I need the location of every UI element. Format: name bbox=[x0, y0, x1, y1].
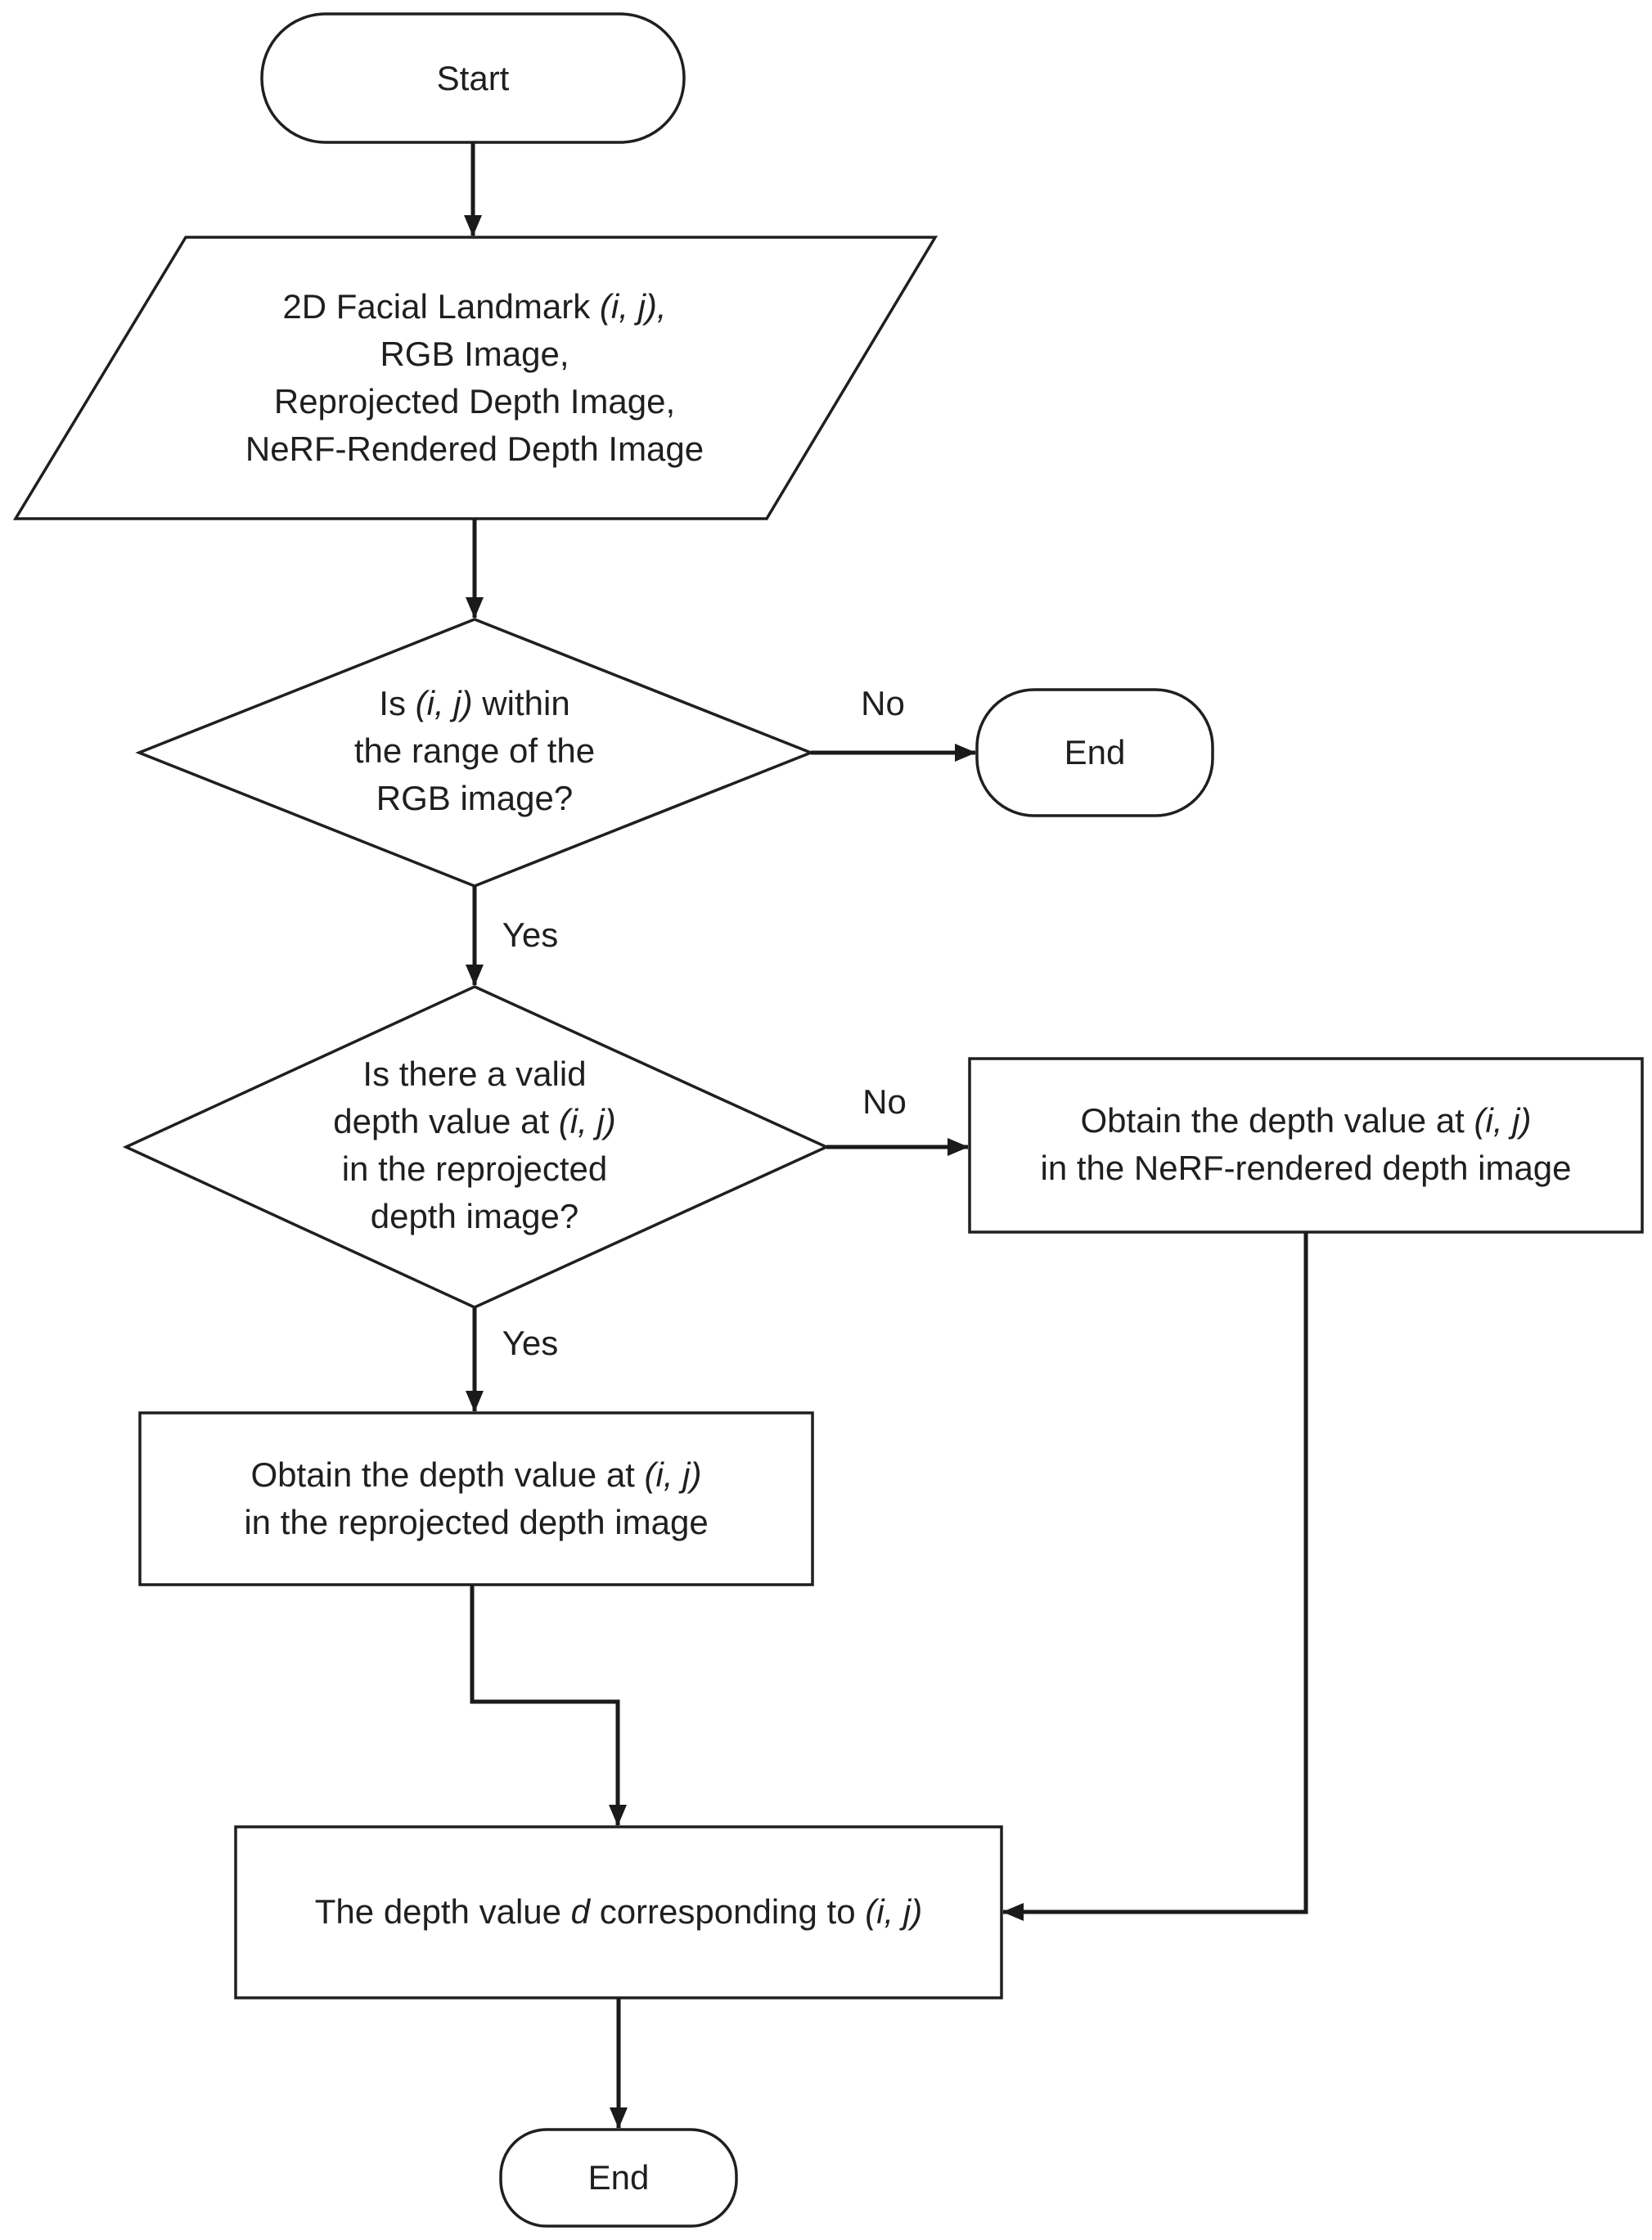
decision1-text bbox=[354, 680, 595, 822]
end-bottom-label: End bbox=[587, 2158, 650, 2197]
input-line-1-pre: 2D Facial Landmark bbox=[282, 287, 600, 326]
decision1-no-label: No bbox=[861, 684, 905, 722]
input-line-4: NeRF-Rendered Depth Image bbox=[245, 430, 704, 468]
process-nerf-text bbox=[1040, 1097, 1571, 1192]
decision1-line-1-pre: Is bbox=[379, 684, 416, 722]
process-reproj-line-1-pre: Obtain the depth value at bbox=[250, 1455, 645, 1494]
output-line-1-pre: The depth value bbox=[314, 1892, 571, 1931]
decision2-line-4: depth image? bbox=[370, 1197, 579, 1235]
decision2-yes-label: Yes bbox=[502, 1324, 559, 1362]
output-line-1-italic-d: d bbox=[570, 1892, 591, 1931]
input-line-1 bbox=[245, 283, 704, 331]
process-nerf-line-1 bbox=[1040, 1097, 1571, 1145]
decision1-line-1-italic: (i, j) bbox=[415, 684, 473, 722]
end-top-label: End bbox=[1064, 733, 1126, 771]
process-nerf-line-1-pre: Obtain the depth value at bbox=[1080, 1101, 1474, 1140]
process-reproj-line-2: in the reprojected depth image bbox=[244, 1503, 709, 1541]
decision1-line-2: the range of the bbox=[353, 731, 596, 770]
edge-process-nerf-to-output bbox=[1003, 1232, 1306, 1912]
decision1-line-1 bbox=[354, 680, 595, 727]
output-line-1-italic-ij: (i, j) bbox=[865, 1892, 923, 1931]
decision2-line-2 bbox=[333, 1098, 616, 1145]
edge-process-reproj-to-output bbox=[472, 1585, 618, 1825]
decision1-line-3: RGB image? bbox=[376, 779, 574, 817]
input-line-3: Reprojected Depth Image, bbox=[273, 382, 676, 421]
process-reproj-line-1-italic: (i, j) bbox=[644, 1455, 702, 1494]
decision1-yes-label: Yes bbox=[502, 915, 559, 954]
decision2-line-2-pre: depth value at bbox=[333, 1102, 559, 1140]
output-line-1 bbox=[315, 1888, 922, 1936]
output-line-1-mid: corresponding to bbox=[590, 1892, 866, 1931]
process-reproj-text bbox=[244, 1451, 708, 1546]
process-nerf-line-2: in the NeRF-rendered depth image bbox=[1040, 1149, 1572, 1187]
input-line-2: RGB Image, bbox=[380, 335, 569, 373]
input-line-1-italic: (i, j), bbox=[599, 287, 667, 326]
start-label: Start bbox=[436, 59, 510, 97]
decision2-text bbox=[333, 1050, 616, 1240]
decision2-no-label: No bbox=[862, 1082, 907, 1121]
decision2-line-1: Is there a valid bbox=[362, 1055, 587, 1093]
process-nerf-line-1-italic: (i, j) bbox=[1474, 1101, 1532, 1140]
decision2-line-3: in the reprojected bbox=[341, 1149, 608, 1188]
process-reproj-line-1 bbox=[244, 1451, 708, 1499]
decision1-line-1-post: within bbox=[472, 684, 570, 722]
input-text bbox=[245, 283, 704, 473]
output-text bbox=[315, 1888, 922, 1936]
decision2-line-2-italic: (i, j) bbox=[558, 1102, 616, 1140]
